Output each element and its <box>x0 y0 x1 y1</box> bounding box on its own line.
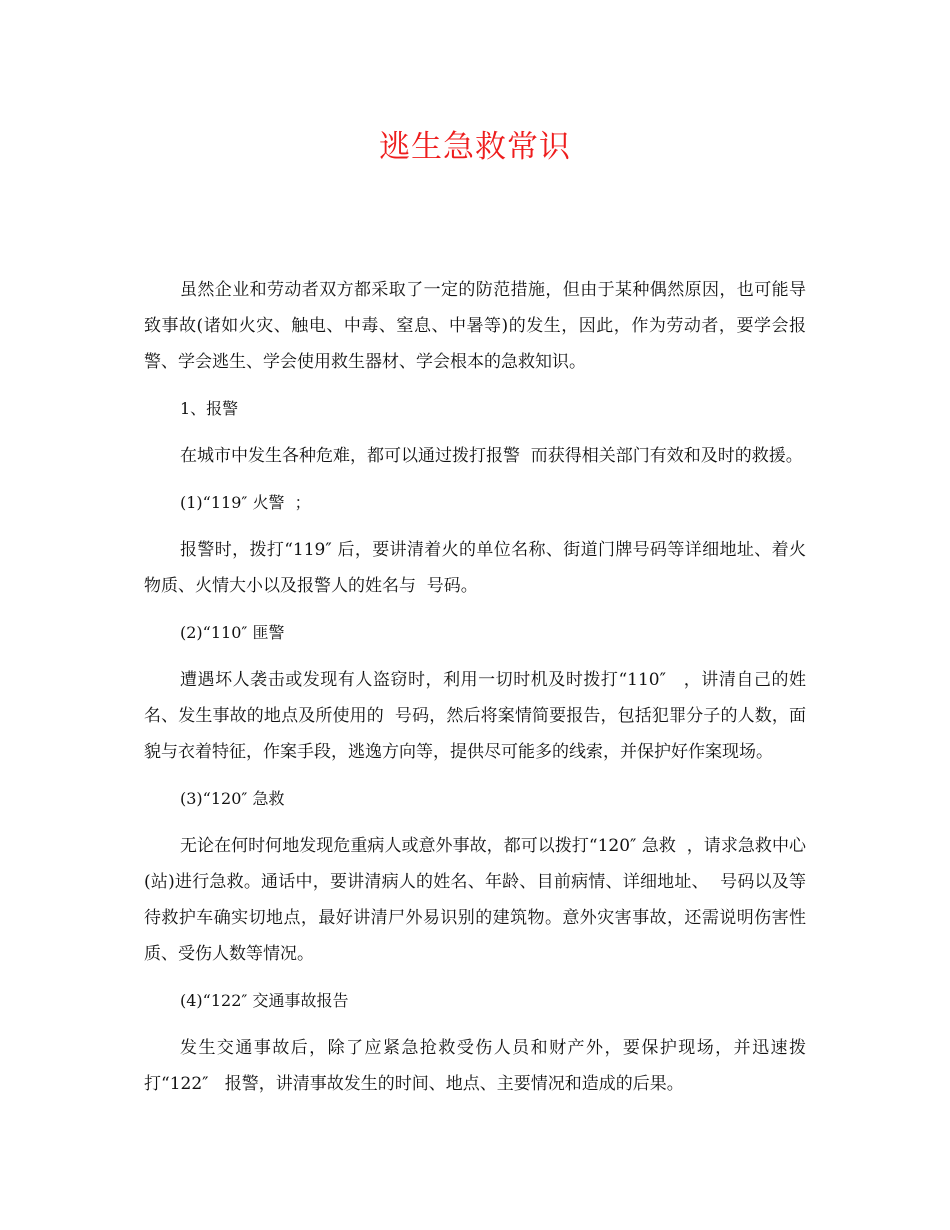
item-heading-119: (1)“119″ 火警 ； <box>180 493 311 512</box>
item-heading-110: (2)“110″ 匪警 <box>180 623 285 642</box>
document-body <box>144 272 806 1113</box>
item-heading-120: (3)“120″ 急救 <box>180 789 285 808</box>
section-heading-report: 1、报警 <box>180 399 239 418</box>
item-heading-122: (4)“122″ 交通事故报告 <box>180 991 349 1010</box>
intro-paragraph: 虽然企业和劳动者双方都采取了一定的防范措施，但由于某种偶然原因，也可能导致事故(诸如火灾、触电、中毒、窒息、中暑等)的发生，因此，作为劳动者，要学会报警、学会逃生、学会使用救生器材、学会根本的急救知识。 <box>144 280 806 372</box>
document-title: 逃生急救常识 <box>379 129 571 165</box>
item-paragraph-120: 无论在何时何地发现危重病人或意外事故，都可以拨打“120″ 急救 ，请求急救中心(站)进行急救。通话中，要讲清病人的姓名、年龄、目前病情、详细地址、 号码以及等待救护车确实切地点，最好讲清尸外易识别的建筑物。意外灾害事故，还需说明伤害性质、受伤人数等情况。 <box>144 836 806 964</box>
item-paragraph-119: 报警时，拨打“119″ 后，要讲清着火的单位名称、街道门牌号码等详细地址、着火物质、火情大小以及报警人的姓名与 号码。 <box>144 540 806 596</box>
section-paragraph-report: 在城市中发生各种危难，都可以通过拨打报警 而获得相关部门有效和及时的救援。 <box>180 446 803 466</box>
item-paragraph-122: 发生交通事故后，除了应紧急抢救受伤人员和财产外，要保护现场，并迅速拨打“122″ 报警，讲清事故发生的时间、地点、主要情况和造成的后果。 <box>144 1038 806 1094</box>
item-paragraph-110: 遭遇坏人袭击或发现有人盗窃时，利用一切时机及时拨打“110″ ，讲清自己的姓名、发生事故的地点及所使用的 号码，然后将案情简要报告，包括犯罪分子的人数，面貌与衣着特征，作案手段，逃逸方向等，提供尽可能多的线索，并保护好作案现场。 <box>144 670 806 762</box>
